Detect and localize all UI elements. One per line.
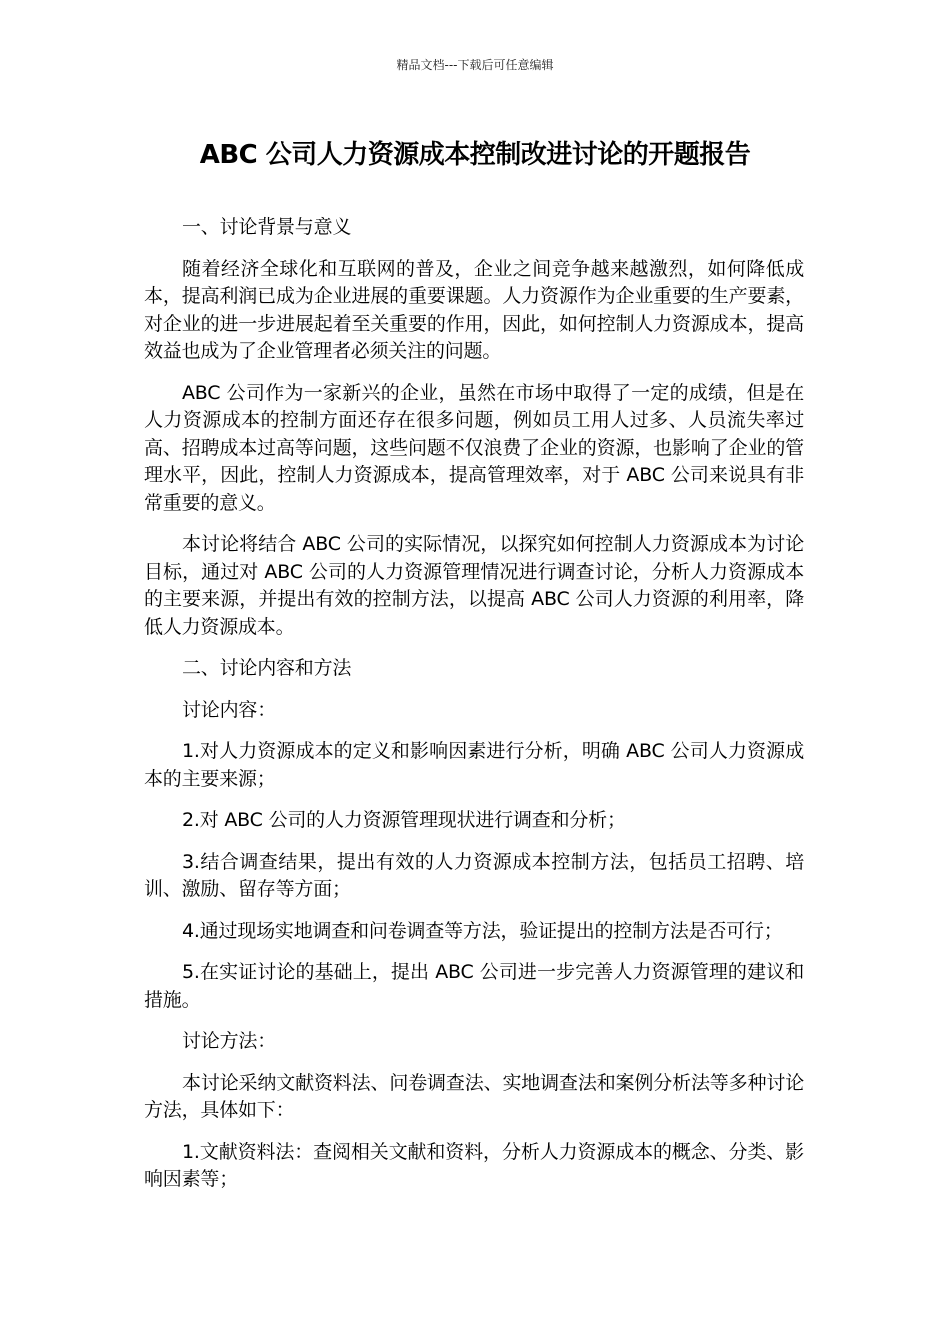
list-item: 1.对人力资源成本的定义和影响因素进行分析，明确 ABC 公司人力资源成本的主要来源； — [144, 740, 804, 790]
list-item: 1.文献资料法：查阅相关文献和资料，分析人力资源成本的概念、分类、影响因素等； — [144, 1140, 804, 1190]
document-title: ABC 公司人力资源成本控制改进讨论的开题报告 — [199, 140, 751, 170]
paragraph: ABC 公司作为一家新兴的企业，虽然在市场中取得了一定的成绩，但是在人力资源成本的控制方面还存在很多问题，例如员工用人过多、人员流失率过高、招聘成本过高等问题，这些问题不仅浪费了企业的资源，也影响了企业的管理水平，因此，控制人力资源成本，提高管理效率，对于 ABC 公司来说具有非常重要的意义。 — [144, 381, 804, 514]
paragraph: 随着经济全球化和互联网的普及，企业之间竞争越来越激烈，如何降低成本，提高利润已成为企业进展的重要课题。人力资源作为企业重要的生产要素，对企业的进一步进展起着至关重要的作用，因此，如何控制人力资源成本，提高效益也成为了企业管理者必须关注的问题。 — [144, 257, 804, 362]
document-body — [144, 214, 804, 1208]
list-item: 2.对 ABC 公司的人力资源管理现状进行调查和分析； — [182, 809, 626, 831]
list-item: 3.结合调查结果，提出有效的人力资源成本控制方法，包括员工招聘、培训、激励、留存等方面； — [144, 850, 804, 900]
section-heading-background: 一、讨论背景与意义 — [182, 216, 352, 238]
paragraph: 本讨论采纳文献资料法、问卷调查法、实地调查法和案例分析法等多种讨论方法，具体如下： — [144, 1071, 804, 1121]
page-header: 精品文档---下载后可任意编辑 — [396, 58, 554, 72]
section-heading-content-method: 二、讨论内容和方法 — [182, 657, 352, 679]
list-item: 4.通过现场实地调查和问卷调查等方法，验证提出的控制方法是否可行； — [182, 919, 783, 942]
subheading-method: 讨论方法： — [182, 1030, 277, 1052]
subheading-content: 讨论内容： — [182, 698, 277, 721]
list-item: 5.在实证讨论的基础上，提出 ABC 公司进一步完善人力资源管理的建议和措施。 — [144, 961, 804, 1011]
paragraph: 本讨论将结合 ABC 公司的实际情况，以探究如何控制人力资源成本为讨论目标，通过对 ABC 公司的人力资源管理情况进行调查讨论，分析人力资源成本的主要来源，并提出有效的控制方法，以提高 ABC 公司人力资源的利用率，降低人力资源成本。 — [144, 533, 804, 638]
